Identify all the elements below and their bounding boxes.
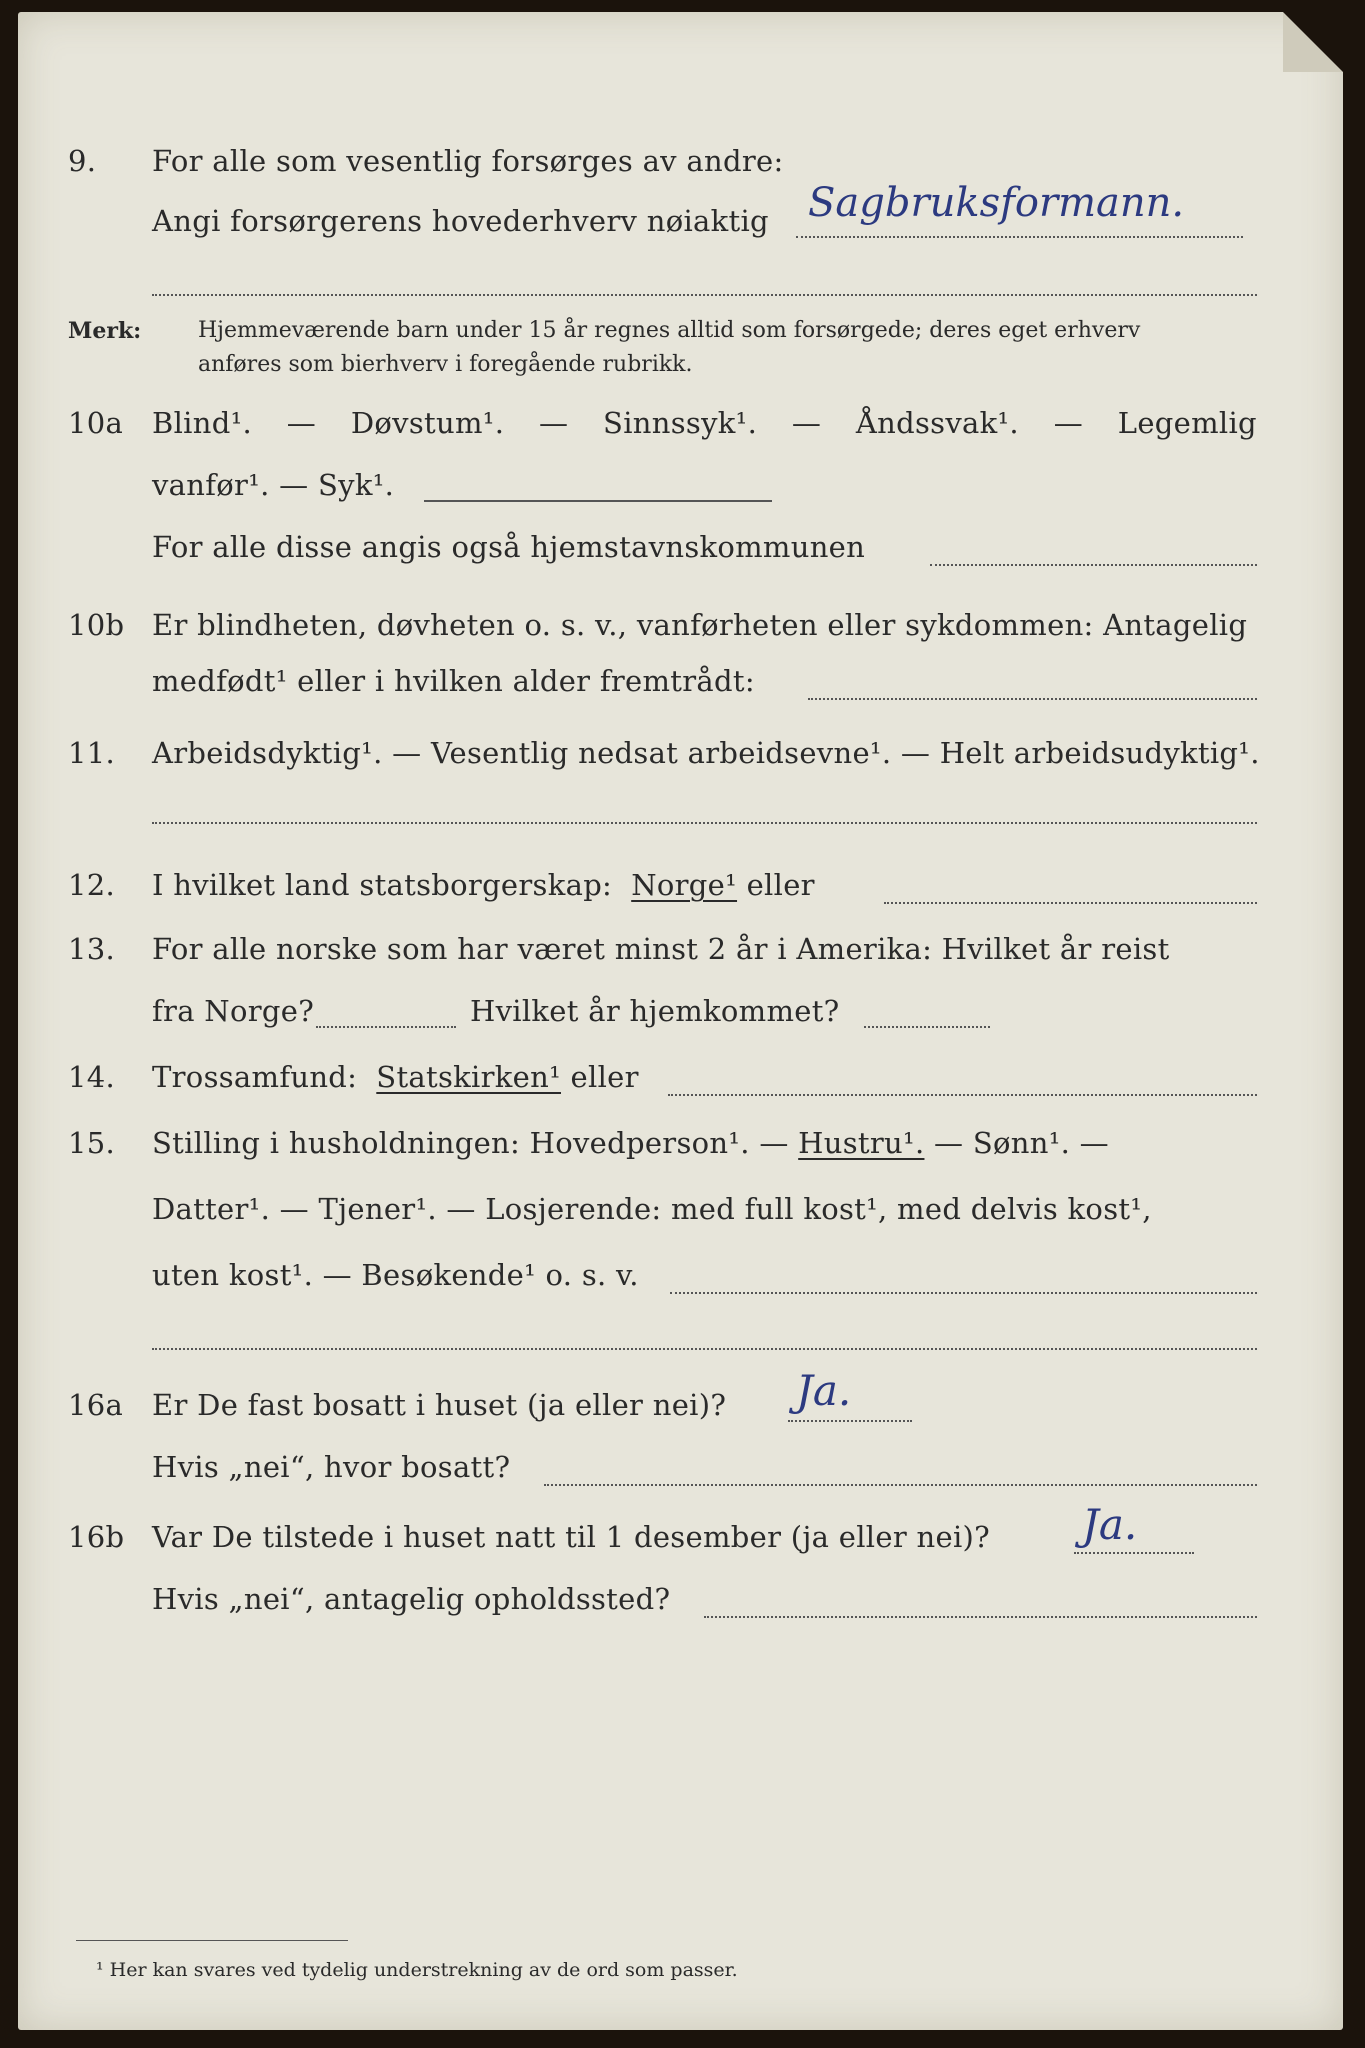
q16b-handwritten-answer: Ja. xyxy=(1082,1500,1138,1549)
q16a-sub-line xyxy=(544,1484,1257,1486)
q10b-answer-line xyxy=(808,698,1257,700)
option-sinnssyk: Sinnssyk¹. xyxy=(603,406,758,440)
q15-line3 xyxy=(18,1258,1343,1304)
dash: — xyxy=(1053,406,1084,440)
q12-prefix: I hvilket land statsborgerskap: xyxy=(152,868,613,902)
q15-suffix: — Sønn¹. — xyxy=(934,1126,1109,1160)
q9-number: 9. xyxy=(68,144,97,178)
q10a-options xyxy=(152,406,1257,440)
q10b-subquestion: medfødt¹ eller i hvilken alder fremtrådt: xyxy=(152,664,755,698)
q14-line1 xyxy=(18,1060,1343,1106)
q10a-line2 xyxy=(18,468,1343,514)
q10a-hjemstavn-line xyxy=(930,564,1257,566)
q14-answer-line xyxy=(668,1094,1257,1096)
q12-line1 xyxy=(18,868,1343,914)
q9-subquestion: Angi forsørgerens hovederhverv nøiaktig xyxy=(152,204,769,238)
q10a-hjemstavn: For alle disse angis også hjemstavnskommunen xyxy=(152,530,866,564)
q13-number: 13. xyxy=(68,932,116,966)
q14-prefix: Trossamfund: xyxy=(152,1060,358,1094)
q13-hjemkommet: Hvilket år hjemkommet? xyxy=(470,994,840,1028)
q16b-line2 xyxy=(18,1582,1343,1628)
q14-question xyxy=(152,1060,639,1094)
q12-number: 12. xyxy=(68,868,116,902)
q11-number: 11. xyxy=(68,736,116,770)
option-dovstum: Døvstum¹. xyxy=(350,406,505,440)
q9-question: For alle som vesentlig forsørges av andre: xyxy=(152,144,784,178)
q15-question xyxy=(152,1126,1109,1160)
q11-extra-line xyxy=(152,822,1257,824)
q16a-subquestion: Hvis „nei“, hvor bosatt? xyxy=(152,1450,511,1484)
q16b-line1 xyxy=(18,1520,1343,1566)
footnote: ¹ Her kan svares ved tydelig understrekning av de ord som passer. xyxy=(96,1959,738,1981)
option-legemlig: Legemlig xyxy=(1117,406,1257,440)
footnote-rule xyxy=(76,1940,348,1941)
q16a-number: 16a xyxy=(68,1388,124,1422)
q16b-question: Var De tilstede i huset natt til 1 desember (ja eller nei)? xyxy=(152,1520,990,1554)
q14-answer-underlined: Statskirken¹ xyxy=(376,1060,561,1094)
q10b-line1 xyxy=(18,608,1343,654)
q15-line2 xyxy=(18,1192,1343,1238)
q9-extra-line xyxy=(152,294,1257,296)
q16a-question: Er De fast bosatt i huset (ja eller nei)? xyxy=(152,1388,727,1422)
q16a-line2 xyxy=(18,1450,1343,1496)
merk-line1: Hjemmeværende barn under 15 år regnes alltid som forsørgede; deres eget erhverv xyxy=(198,318,1141,343)
q9-answer-line xyxy=(796,236,1243,238)
q16b-answer-line xyxy=(1074,1552,1194,1554)
q15-answer-underlined: Hustru¹. xyxy=(798,1126,925,1160)
q10a-line3 xyxy=(18,530,1343,576)
q11-question: Arbeidsdyktig¹. — Vesentlig nedsat arbeidsevne¹. — Helt arbeidsudyktig¹. xyxy=(152,736,1260,770)
q10b-number: 10b xyxy=(68,608,125,642)
q15-number: 15. xyxy=(68,1126,116,1160)
q13-line2 xyxy=(18,994,1343,1040)
q15-answer-line xyxy=(670,1292,1257,1294)
q16a-handwritten-answer: Ja. xyxy=(796,1366,852,1415)
q15-prefix: Stilling i husholdningen: Hovedperson¹. — xyxy=(152,1126,789,1160)
q16b-subquestion: Hvis „nei“, antagelig opholdssted? xyxy=(152,1582,671,1616)
q15-extra-line xyxy=(152,1348,1257,1350)
q12-answer-underlined: Norge¹ xyxy=(631,868,738,902)
q12-answer-line xyxy=(884,902,1257,904)
q15-options-line3: uten kost¹. — Besøkende¹ o. s. v. xyxy=(152,1258,639,1292)
q11-line1 xyxy=(18,736,1343,782)
dash: — xyxy=(538,406,569,440)
q10a-vanfor-syk: vanfør¹. — Syk¹. xyxy=(152,468,395,502)
q13-hjemkommet-line xyxy=(864,1026,990,1028)
q10a-answer-line xyxy=(424,500,772,502)
q12-suffix: eller xyxy=(746,868,815,902)
q14-suffix: eller xyxy=(570,1060,639,1094)
merk-line2: anføres som bierhverv i foregående rubrikk. xyxy=(198,352,693,377)
q13-question: For alle norske som har været minst 2 år i Amerika: Hvilket år reist xyxy=(152,932,1170,966)
q10a-number: 10a xyxy=(68,406,124,440)
merk-label: Merk: xyxy=(68,318,142,344)
q15-options-line2: Datter¹. — Tjener¹. — Losjerende: med full kost¹, med delvis kost¹, xyxy=(152,1192,1152,1226)
census-form-page xyxy=(18,12,1343,2030)
q16b-number: 16b xyxy=(68,1520,125,1554)
q13-reist-line xyxy=(316,1026,456,1028)
q10b-line2 xyxy=(18,664,1343,710)
option-blind: Blind¹. xyxy=(152,406,253,440)
q12-question xyxy=(152,868,815,902)
q13-reist: fra Norge? xyxy=(152,994,315,1028)
q10a-line1 xyxy=(18,406,1343,452)
dash: — xyxy=(286,406,317,440)
q15-line1 xyxy=(18,1126,1343,1172)
option-andssvak: Åndssvak¹. xyxy=(855,406,1019,440)
q16a-answer-line xyxy=(788,1420,912,1422)
q16a-line1 xyxy=(18,1388,1343,1434)
q10b-question: Er blindheten, døvheten o. s. v., vanførheten eller sykdommen: Antagelig xyxy=(152,608,1248,642)
q14-number: 14. xyxy=(68,1060,116,1094)
q16b-sub-line xyxy=(704,1616,1257,1618)
q13-line1 xyxy=(18,932,1343,978)
folded-corner xyxy=(1283,12,1343,72)
dash: — xyxy=(791,406,822,440)
q9-handwritten-answer: Sagbruksformann. xyxy=(808,180,1185,226)
